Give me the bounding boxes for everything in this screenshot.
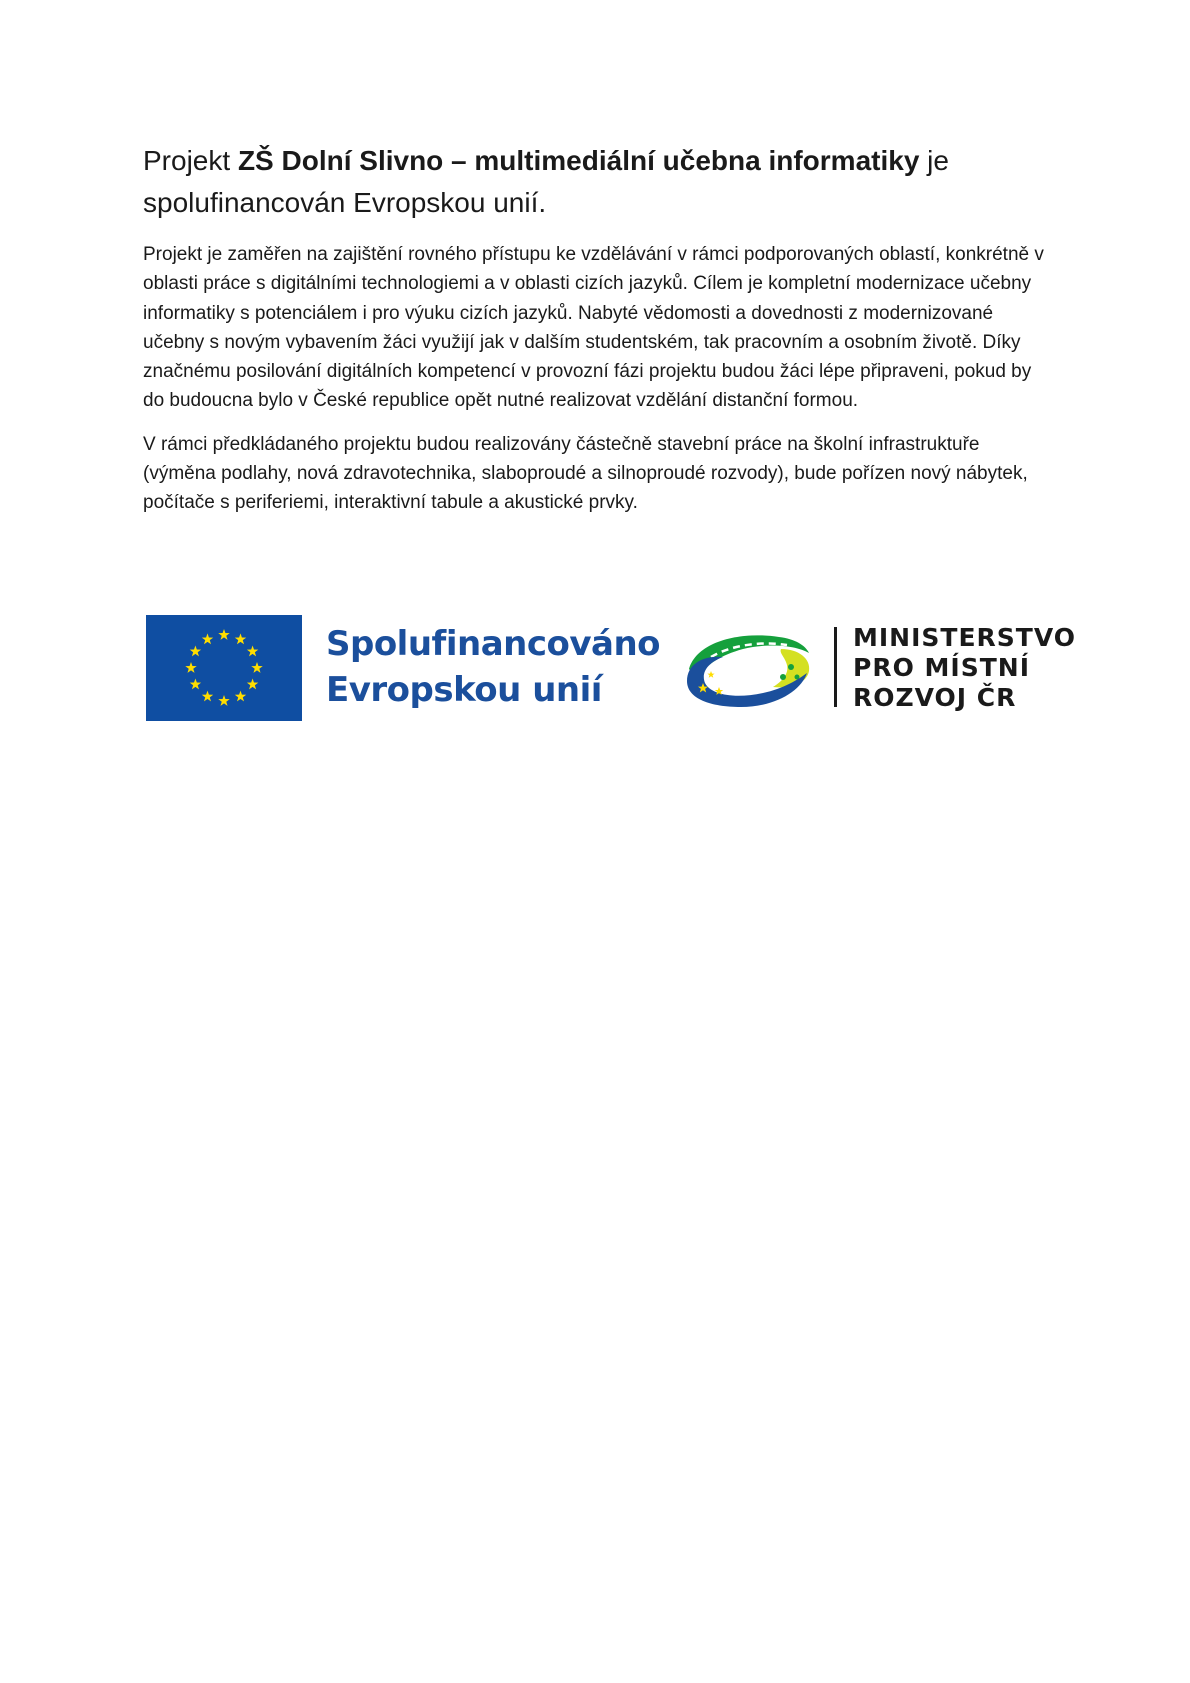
- eu-cofunded-logo: [146, 615, 746, 723]
- project-name: ZŠ Dolní Slivno – multimediální učebna informatiky: [237, 145, 920, 176]
- heading-suffix: je spolufinancován Evropskou unií.: [143, 145, 949, 218]
- eu-text-line-2: Evropskou unií: [326, 670, 602, 710]
- paragraph-project-description: Projekt je zaměřen na zajištění rovného přístupu ke vzdělávání v rámci podporovaných oblastí, konkrétně v oblasti práce s digitálními technologiemi a v oblasti cizích jazyků. Cílem je kompletní modernizace učebny informatiky s potenciálem i pro výuku cizích jazyků. Nabyté vědomosti a dovednosti z modernizované učebny s novým vybavením žáci využijí jak v dalším studentském, tak pracovním a osobním životě. Díky značnému posilování digitálních kompetencí v provozní fázi projektu budou žáci lépe připraveni, pokud by do budoucna bylo v České republice opět nutné realizovat vzdělání distanční formou.: [143, 244, 1044, 412]
- ministry-name-line-3: ROZVOJ ČR: [853, 683, 1017, 712]
- eu-text-line-1: Spolufinancováno: [326, 624, 661, 664]
- mmr-emblem-icon: [683, 627, 813, 709]
- funding-logos: [146, 615, 1077, 723]
- document-content: [143, 140, 1048, 518]
- ministry-logo: [683, 623, 1077, 715]
- eu-cofunded-text: [326, 621, 660, 713]
- ministry-name-line-2: PRO MÍSTNÍ: [853, 653, 1030, 682]
- paragraph-project-activities: V rámci předkládaného projektu budou realizovány částečně stavební práce na školní infrastruktuře (výměna podlahy, nová zdravotechnika, slaboproudé a silnoproudé rozvody), bude pořízen nový nábytek, počítače s periferiemi, interaktivní tabule a akustické prvky.: [143, 433, 1028, 514]
- ministry-name-line-1: MINISTERSTVO: [853, 623, 1077, 652]
- ministry-logo-divider: [834, 627, 837, 707]
- document-heading: [143, 140, 1048, 224]
- eu-flag-icon: [146, 615, 302, 721]
- ministry-name: [853, 623, 1076, 713]
- heading-prefix: Projekt: [143, 145, 238, 176]
